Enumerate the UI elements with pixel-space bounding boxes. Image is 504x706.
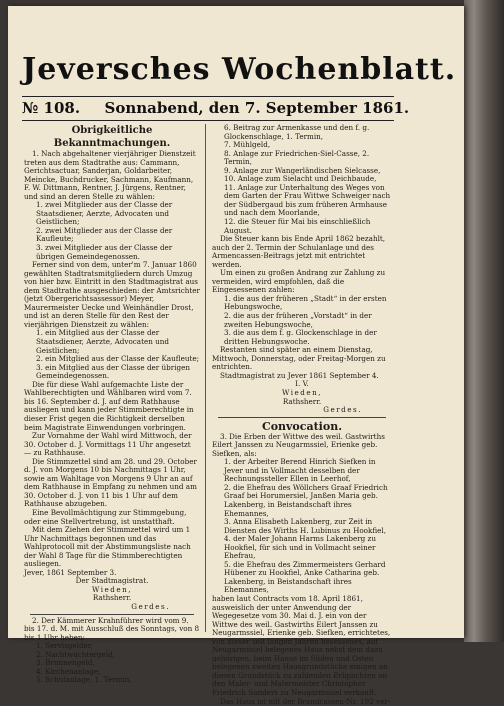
notice-separator [30,614,194,615]
list-item: 4. Kirchenanlage, [36,666,101,676]
issue-rule [22,120,394,121]
notice-3-body: haben laut Contracts vom 18. April 1861, ausweislich der unter Anwendung der Wegegesetze vom 30. Mai d. J. ein von der Wittwe des weil. Gastwirths Eilert Janssen zu Neugarmssiel, Erienke geb. Siefken, errichtetes, von dieser seit langen Jahren besessenes, auf Neugarmssiel belegenes Haus nebst dem dazu gehörigen, beim Hause im Süden und Osten belegenen zweiten Hausgrundstücke einigen an diesen Grundstück zu zahlenden Erbpachten an den Maler- und Malermeister Christopher Friedrich Sanders zu Neugarmssiel verkauft. [212,593,391,697]
list-item: 10. Anlage zum Sielacht und Deichbaude, [224,174,377,184]
notice-2-place-date: Stadtmagistrat zu Jever 1861 September 4. [220,370,379,380]
masthead-title: Jeversches Wochenblatt. [22,52,457,87]
notice-2-schedule-intro: Um einen zu großen Andrang zur Zahlung zu vermeiden, wird empfohlen, daß die Eingesessenen zahlen: [212,268,386,295]
list-item: 2. ein Mitglied aus der Classe der Kaufleute; [36,354,200,364]
book-spine [464,0,504,642]
list-item: 2. Nachtwächtergeld, [36,649,115,659]
list-item: 9. Anlage zur Wangerländischen Sielcasse, [224,165,381,175]
notice-1-proxy: Eine Bevollmächtigung zur Stimmgebung, oder eine Stellvertretung, ist unstatthaft. [24,507,187,526]
list-item: 3. Brunnengeld, [36,658,95,668]
section-heading-convocation: Convocation. [261,419,343,433]
list-item: 3. Anna Elisabeth Lakenberg, zur Zeit in Diensten des Wirths H. Lubinus zu Hookfiel, [224,517,386,535]
issue-line [22,99,410,117]
right-column [212,123,392,706]
notice-2-signer: Wieden, [281,387,323,397]
list-item: 6. Beitrag zur Armenkasse und den f. g. Glockenschlage, 1. Termin, [224,123,370,141]
issue-date: Sonnabend, den 7. September 1861. [104,99,410,117]
notice-1-clerk: Gerdes. [131,601,170,611]
list-item: 2. die aus der früheren „Vorstadt“ in der zweiten Hebungswoche, [224,311,372,329]
list-item: 5. die Ehefrau des Zimmermeisters Gerhard Hübener zu Hookfiel, Anke Catharina geb. Lakenberg, in Beistandschaft ihres Ehemannes, [224,559,386,595]
issue-number: № 108. [22,99,81,117]
notice-1-intro: 1. Nach abgehaltener vierjähriger Dienstzeit treten aus dem Stadtrathe aus: Cammann, Gerichtsactuar, Sanderjan, Goldarbeiter, Meincke, Buchdrucker, Sachmann, Kaufmann, F. W. Dittmann, Rentner, J. Jürgens, Rentner, und sind an deren Stelle zu wählen: [24,149,196,201]
list-item: 8. Anlage zur Friedrichen-Siel-Casse, 2. Termin, [224,148,370,167]
list-item: 2. zwei Mitglieder aus der Classe der Kaufleute; [36,225,173,244]
section-heading-official: Obrigkeitliche Bekanntmachungen. [53,125,171,149]
notice-1-place-date: Jever, 1861 September 3. [24,567,117,577]
masthead-rule [22,96,394,97]
list-item: 1. der Arbeiter Berend Hinrich Siefken in Jever und in Vollmacht desselben der Rechnungssteller Ellen in Leerhof, [224,457,376,484]
list-item: 4. der Maler Johann Harms Lakenberg zu Hookfiel, für sich und in Vollmacht seiner Ehefrau, [224,534,376,561]
notice-1-ballots: Die Stimmzettel sind am 28. und 29. October d. J. von Morgens 10 bis Nachmittags 1 Uhr, sowie am Wahltage von Morgens 9 Uhr an auf dem Rathhause in Empfang zu nehmen und am 30. October d. J. von 11 bis 1 Uhr auf dem Rathhause abzugeben. [24,456,197,509]
list-item: 3. ein Mitglied aus der Classe der übrigen Gemeindegenossen. [36,362,190,381]
column-divider [205,124,206,632]
notice-3-intro: 3. Die Erben der Wittwe des weil. Gastwirths Eilert Janssen zu Neugarmssiel, Erienke geb. Siefken, als: [212,431,385,458]
list-item: 5. Schulanlage, 1. Termin, [36,675,132,685]
left-column [24,124,200,685]
list-item: 3. zwei Mitglieder aus der Classe der übrigen Gemeindegenossen. [36,243,173,261]
notice-1-role: Rathsherr. [92,593,132,603]
list-item: 3. die aus dem f. g. Glockenschlage in der dritten Hebungswoche. [224,328,377,346]
notice-1-counting: Mit dem Ziehen der Stimmzettel wird um 1 Uhr Nachmittags begonnen und das Wahlprotocoll mit der Abstimmungsliste nach der Wahl 8 Tage für die Stimmberechtigten ausliegen. [24,525,191,569]
list-item: 1. die aus der früheren „Stadt“ in der ersten Hebungswoche, [224,293,387,312]
notice-1-replacements: Ferner sind von dem, unter'm 7. Januar 1860 gewählten Stadtratsmitgliedern durch Umzug von hier bzw. Eintritt in den Stadtmagistrat aus dem Stadtrathe ausgeschieden: der Amtsrichter (jetzt Obergerichtsassessor) Meyer, Maurermeister Uecke und Weinhändler Drost, und ist an deren Stelle für den Rest der vierjährigen Dienstzeit zu wählen: [24,260,200,329]
notice-2-role: Rathsherr. [282,396,322,406]
list-item: 1. ein Mitglied aus der Classe der Staatsdiener, Aerzte, Advocaten und Geistlichen; [36,328,169,355]
notice-1-signer: Wieden, [91,584,133,594]
list-item: 1. zwei Mitglieder aus der Classe der Staatsdiener, Aerzte, Advocaten und Geistlichen; [36,200,173,227]
notice-1-office: Der Stadtmagistrat. [75,576,149,586]
list-item: 12. die Steuer für Mai bis einschließlich August. [224,217,371,235]
list-item: 7. Mühlgeld, [224,140,271,150]
notice-2-arrears: Restanten sind später an einem Dienstag, Mittwoch, Donnerstag, oder Freitag-Morgen zu entrichten. [212,345,386,372]
list-item: 1. Servisgelder, [36,641,93,651]
notice-2-intro: 2. Der Kämmerer Krahnführer wird vom 9. bis 17. d. M. mit Ausschluß des Sonntags, von 8 bis 1 Uhr heben: [24,615,200,642]
notice-separator [218,417,386,418]
notice-1-election-date: Zur Vornahme der Wahl wird Mittwoch, der 30. October d. J. Vormittags 11 Uhr angesetzt — zu Rathhause. [24,431,192,458]
list-item: 2. die Ehefrau des Wöllchers Graaf Friedrich Graaf bei Horumersiel, Janßen Maria geb. Lakenberg, in Beistandschaft ihres Ehemannes, [224,482,388,518]
notice-2-clerk: Gerdes. [323,405,362,415]
notice-2-payment: Die Steuer kann bis Ende April 1862 bezahlt, auch der 2. Termin der Schulanlage und des Armencassen-Beitrags jetzt mit entrichtet werden. [212,234,386,269]
list-item: 11. Anlage zur Unterhaltung des Weges von dem Garten der Frau Wittwe Schweiger nach der Südbergaud bis zum früheren Armhause und nach dem Moorlande, [224,182,391,218]
notice-3-continued: Das Haus ist mit der Brandcassen-Nr. 192 ver- [220,696,391,706]
notice-1-voter-list: Die für diese Wahl aufgemachte Liste der Wahlberechtigten und Wählbaren wird vom 7. bis 16. September d. J. auf dem Rathhause ausliegen und kann jeder Stimmberechtigte in dieser Frist gegen die Richtigkeit derselben beim Magistrate Einwendungen vorbringen. [24,379,194,432]
notice-2-mark: I. V. [295,379,309,389]
